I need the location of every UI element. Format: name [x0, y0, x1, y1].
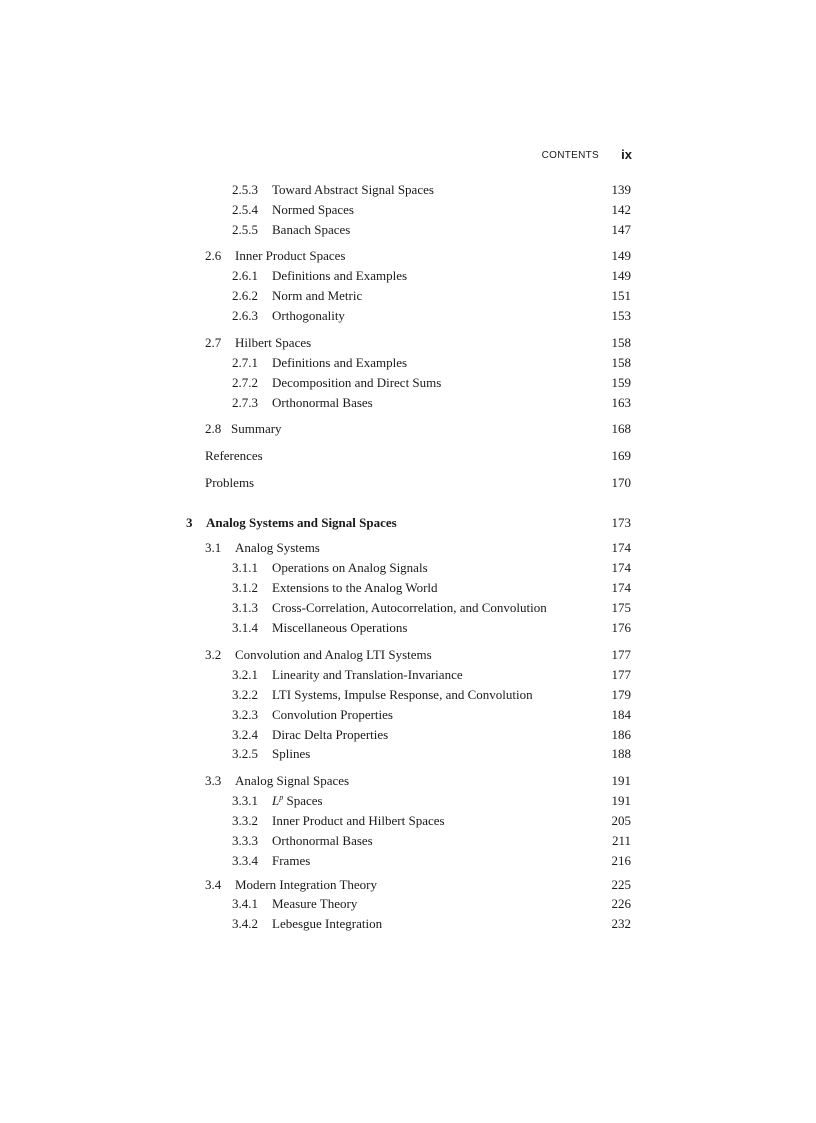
toc-entry — [232, 221, 631, 239]
toc-entry — [232, 579, 631, 597]
toc-entry-title: Summary — [231, 421, 282, 436]
toc-entry-title: LTI Systems, Impulse Response, and Convolution — [272, 687, 533, 702]
toc-entry-title: Norm and Metric — [272, 288, 363, 303]
toc-entry-page: 149 — [611, 268, 631, 283]
toc-entry-page: 163 — [611, 395, 631, 410]
toc-entry — [232, 201, 631, 219]
toc-entry-number: 2.7 — [205, 335, 222, 350]
toc-entry — [205, 474, 631, 492]
toc-entry-number: 3.2.4 — [232, 727, 258, 742]
toc-entry-page: 191 — [611, 773, 631, 788]
toc-entry — [232, 745, 631, 763]
toc-entry — [205, 646, 631, 664]
toc-entry — [205, 420, 631, 438]
toc-entry-number: 2.6.1 — [232, 268, 258, 283]
header-page-number: ix — [621, 147, 632, 162]
toc-entry-title: Operations on Analog Signals — [272, 560, 428, 575]
toc-entry-number: 3.2.5 — [232, 746, 258, 761]
toc-entry-number: 3.1.1 — [232, 560, 258, 575]
toc-entry — [232, 559, 631, 577]
toc-entry-number: 2.7.3 — [232, 395, 258, 410]
toc-entry-page: 184 — [611, 707, 631, 722]
toc-entry-title: Lebesgue Integration — [272, 916, 383, 931]
toc-entry-number: 2.8 — [205, 421, 222, 436]
toc-entry-page: 158 — [611, 355, 631, 370]
toc-entry — [232, 374, 631, 392]
toc-entry-title: Convolution Properties — [272, 707, 393, 722]
toc-entry-title: Normed Spaces — [272, 202, 354, 217]
toc-entry-number: 2.5.3 — [232, 182, 258, 197]
toc-entry-page: 176 — [611, 620, 631, 635]
toc-entry — [232, 686, 631, 704]
toc-entry-page: 191 — [611, 793, 631, 808]
toc-entry-title: Definitions and Examples — [272, 268, 408, 283]
toc-entry-number: 3.1.3 — [232, 600, 258, 615]
toc-entry-page: 168 — [611, 421, 631, 436]
toc-entry-page: 169 — [611, 448, 631, 463]
toc-entry — [232, 267, 631, 285]
toc-entry — [232, 706, 631, 724]
toc-entry-number: 3.2.3 — [232, 707, 258, 722]
toc-entry-page: 211 — [611, 833, 631, 848]
toc-entry-page: 142 — [611, 202, 631, 217]
toc-entry-page: 186 — [611, 727, 631, 742]
toc-entry-number: 3.4.1 — [232, 896, 258, 911]
toc-entry-number: 2.6 — [205, 248, 222, 263]
toc-entry-number: 2.6.3 — [232, 308, 258, 323]
toc-entry — [232, 915, 631, 933]
toc-entry-page: 232 — [611, 916, 631, 931]
toc-entry — [232, 895, 631, 913]
toc-entry — [232, 181, 631, 199]
toc-entry — [205, 447, 631, 465]
toc-entry-number: 3.4.2 — [232, 916, 258, 931]
toc-entry-title: Decomposition and Direct Sums — [272, 375, 442, 390]
toc-entry — [232, 619, 631, 637]
toc-entry-title: Splines — [272, 746, 311, 761]
toc-entry-page: 177 — [611, 647, 631, 662]
toc-entry — [232, 354, 631, 372]
toc-entry-title: Orthonormal Bases — [272, 833, 373, 848]
toc-entry-title: Extensions to the Analog World — [272, 580, 438, 595]
toc-entry-page: 147 — [611, 222, 631, 237]
toc-entry-title: Inner Product Spaces — [235, 248, 346, 263]
lp-suffix: Spaces — [283, 793, 323, 808]
toc-entry — [232, 852, 631, 870]
toc-entry-number: 3.3.3 — [232, 833, 258, 848]
toc-entry-page: 226 — [611, 896, 631, 911]
toc-entry-title: Modern Integration Theory — [235, 877, 377, 892]
toc-entry-page: 149 — [611, 248, 631, 263]
toc-entry-title — [272, 792, 323, 810]
toc-entry-title: Measure Theory — [272, 896, 358, 911]
toc-entry-title: Toward Abstract Signal Spaces — [272, 182, 434, 197]
toc-entry-page: 216 — [611, 853, 631, 868]
toc-entry — [232, 307, 631, 325]
toc-entry-number: 3.2.1 — [232, 667, 258, 682]
toc-entry-page: 173 — [611, 515, 631, 530]
toc-entry-number: 3.2 — [205, 647, 222, 662]
toc-entry-page: 174 — [611, 560, 631, 575]
toc-entry-number: 2.7.1 — [232, 355, 258, 370]
toc-entry-number: 2.5.4 — [232, 202, 258, 217]
toc-entry-number: 3.3.2 — [232, 813, 258, 828]
toc-entry-title: Hilbert Spaces — [235, 335, 312, 350]
toc-entry-number: 3.3 — [205, 773, 222, 788]
toc-chapter-entry — [186, 514, 631, 532]
toc-entry-title: Cross-Correlation, Autocorrelation, and Convolution — [272, 600, 547, 615]
toc-entry — [232, 812, 631, 830]
toc-entry-number: 3.1.2 — [232, 580, 258, 595]
toc-entry-number: 3.1 — [205, 540, 222, 555]
toc-entry-number: 3.4 — [205, 877, 222, 892]
toc-entry-title: Dirac Delta Properties — [272, 727, 389, 742]
toc-entry — [205, 539, 631, 557]
toc-entry-number: 3.3.1 — [232, 793, 258, 808]
toc-entry — [205, 876, 631, 894]
toc-entry — [232, 666, 631, 684]
toc-entry-page: 151 — [611, 288, 631, 303]
toc-entry — [232, 726, 631, 744]
lp-superscript: p — [279, 793, 284, 802]
toc-entry-title: Problems — [205, 475, 255, 490]
toc-entry-title: Definitions and Examples — [272, 355, 408, 370]
toc-entry — [232, 832, 631, 850]
toc-entry — [232, 287, 631, 305]
toc-entry-number: 3 — [186, 515, 193, 530]
toc-entry-title: References — [205, 448, 263, 463]
toc-entry-number: 2.6.2 — [232, 288, 258, 303]
toc-entry-title: Orthonormal Bases — [272, 395, 373, 410]
toc-entry-page: 174 — [611, 540, 631, 555]
lp-symbol: L — [272, 793, 280, 808]
toc-entry-page: 177 — [611, 667, 631, 682]
toc-entry-number: 2.5.5 — [232, 222, 258, 237]
toc-entry-page: 205 — [611, 813, 631, 828]
toc-entry-page: 188 — [611, 746, 631, 761]
toc-entry — [205, 247, 631, 265]
toc-entry — [205, 772, 631, 790]
toc-entry-page: 170 — [611, 475, 631, 490]
toc-entry-number: 3.3.4 — [232, 853, 258, 868]
toc-entry — [232, 394, 631, 412]
toc-entry-title: Orthogonality — [272, 308, 345, 323]
toc-entry-title: Analog Systems and Signal Spaces — [206, 515, 397, 530]
toc-entry — [205, 334, 631, 352]
toc-entry-title: Convolution and Analog LTI Systems — [235, 647, 432, 662]
toc-entry-page: 159 — [611, 375, 631, 390]
toc-entry-page: 139 — [611, 182, 631, 197]
toc-entry-title: Frames — [272, 853, 311, 868]
toc-entry-page: 225 — [611, 877, 631, 892]
toc-entry-page: 175 — [611, 600, 631, 615]
toc-entry-page: 179 — [611, 687, 631, 702]
toc-entry-page: 153 — [611, 308, 631, 323]
toc-entry-title: Banach Spaces — [272, 222, 351, 237]
toc-entry-page: 174 — [611, 580, 631, 595]
toc-entry-page: 158 — [611, 335, 631, 350]
toc-entry-number: 3.1.4 — [232, 620, 258, 635]
running-header — [0, 147, 816, 165]
toc-entry-title: Linearity and Translation-Invariance — [272, 667, 463, 682]
header-label: CONTENTS — [541, 150, 599, 161]
toc-entry — [232, 599, 631, 617]
toc-entry-title: Analog Systems — [235, 540, 320, 555]
toc-entry-title: Analog Signal Spaces — [235, 773, 350, 788]
toc-entry-number: 2.7.2 — [232, 375, 258, 390]
toc-entry-title: Miscellaneous Operations — [272, 620, 408, 635]
toc-entry-number: 3.2.2 — [232, 687, 258, 702]
toc-entry-title: Inner Product and Hilbert Spaces — [272, 813, 445, 828]
toc-entry — [232, 792, 631, 810]
